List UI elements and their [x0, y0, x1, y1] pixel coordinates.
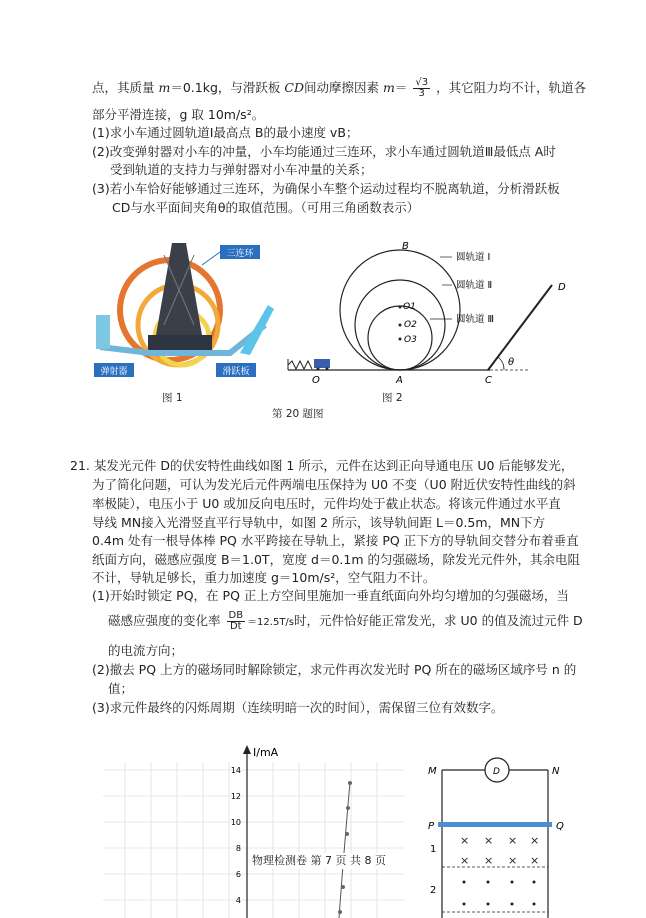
tick-8: 8 — [235, 844, 241, 853]
tick-6: 6 — [235, 870, 241, 879]
q21-iv-graph — [95, 742, 415, 918]
element-D-label: D — [493, 767, 500, 777]
tick-14: 14 — [230, 766, 241, 775]
svg-text:×: × — [460, 834, 470, 847]
point-A-label: A — [396, 375, 403, 386]
point-O-label: O — [312, 375, 320, 386]
q20-part-3a: (3)若小车恰好能够通过三连环，为确保小车整个运动过程均不脱离轨道，分析滑跃板 — [92, 181, 560, 196]
q20-part-1: (1)求小车通过圆轨道Ⅰ最高点 B的最小速度 vB； — [92, 125, 359, 140]
track-1-label: 圆轨道 Ⅰ — [456, 252, 491, 263]
q21-line-7: 不计，导轨足够长，重力加速度 g＝10m/s²，空气阻力不计。 — [92, 570, 436, 585]
q21-part-1b: 磁感应强度的变化率 $\frac{DB}{Dt}$ ＝12.5T/s时，元件恰好能正常发光，求 U0 的值及流过元件 D — [108, 610, 583, 632]
q21-part-2b: 值； — [108, 681, 134, 696]
center-O2-label: O2 — [404, 320, 417, 330]
rod-P-label: P — [428, 821, 435, 832]
q21-part-1a: (1)开始时锁定 PQ，在 PQ 正上方空间里施加一垂直纸面向外均匀增加的匀强磁场，当 — [92, 588, 569, 603]
region-1-label: 1 — [430, 844, 437, 855]
q21-line-3: 率极陡），电压小于 U0 或加反向电压时，元件均处于截止状态。将该元件通过水平直 — [92, 496, 561, 511]
point-D-label: D — [558, 282, 566, 293]
tick-4: 4 — [235, 896, 241, 905]
figure-title: 第 20 题图 — [272, 408, 324, 420]
q21-part-2a: (2)撤去 PQ 上方的磁场同时解除锁定，求元件再次发光时 PQ 所在的磁场区域序号 n 的 — [92, 662, 577, 677]
svg-text:×: × — [508, 834, 518, 847]
svg-text:×: × — [484, 834, 494, 847]
page-footer: 物理检测卷 第 7 页 共 8 页 — [252, 854, 386, 867]
label-ramp: 滑跃板 — [222, 367, 250, 377]
figure-1-caption: 图 1 — [162, 392, 183, 404]
q21-line-2: 为了简化问题，可认为发光后元件两端电压保持为 U0 不变（U0 附近伏安特性曲线的斜 — [92, 477, 576, 492]
point-B-label: B — [402, 241, 409, 252]
svg-text:×: × — [484, 854, 494, 867]
rail-N-label: N — [552, 766, 560, 777]
q21-line-4: 导线 MN接入光滑竖直平行导轨中，如图 2 所示，该导轨间距 L＝0.5m，MN下方 — [92, 515, 546, 530]
mu-fraction: $\frac{√3}{3}$ — [415, 77, 429, 99]
tick-10: 10 — [230, 818, 241, 827]
q21-line-5: 0.4m 处有一根导体棒 PQ 水平跨接在导轨上，紧接 PQ 正下方的导轨间交替分布着垂直 — [92, 533, 579, 548]
angle-theta-label: θ — [508, 357, 515, 368]
q20-part-2b: 受到轨道的支持力与弹射器对小车冲量的关系； — [110, 162, 373, 177]
q20-part-3b: CD与水平面间夹角θ的取值范围。（可用三角函数表示） — [112, 200, 420, 215]
rail-M-label: M — [428, 766, 437, 777]
track-3-label: 圆轨道 Ⅲ — [456, 314, 495, 325]
point-C-label: C — [485, 375, 492, 386]
q21-part-3: (3)求元件最终的闪烁周期（连续明暗一次的时间），需保留三位有效数字。 — [92, 700, 504, 715]
q20-part-2a: (2)改变弹射器对小车的冲量，小车均能通过三连环，求小车通过圆轨道Ⅲ最低点 A时 — [92, 144, 556, 159]
q20-line-2: 部分平滑连接，g 取 10m/s²。 — [92, 107, 265, 122]
q21-line-6: 纸面方向，磁感应强度 B＝1.0T，宽度 d＝0.1m 的匀强磁场，除发光元件外，其余电阻 — [92, 552, 581, 567]
q21-part-1c: 的电流方向； — [108, 643, 184, 658]
center-O3-label: O3 — [404, 335, 417, 345]
rod-Q-label: Q — [556, 821, 564, 832]
svg-text:×: × — [530, 854, 540, 867]
tick-12: 12 — [230, 792, 241, 801]
svg-text:×: × — [530, 834, 540, 847]
q21-line-1: 21. 某发光元件 D的伏安特性曲线如图 1 所示，元件在达到正向导通电压 U0 后能够发光， — [70, 458, 574, 473]
figure-1-toy-track — [90, 235, 280, 380]
rate-fraction: $\frac{DB}{Dt}$ — [228, 610, 244, 632]
figure-2-track-diagram — [280, 235, 580, 395]
label-three-loop: 三连环 — [226, 249, 254, 259]
q21-rail-diagram — [420, 752, 590, 918]
graph-y-axis-label: I/mA — [253, 746, 279, 759]
label-launcher: 弹射器 — [100, 367, 128, 377]
region-2-label: 2 — [430, 885, 437, 896]
svg-text:×: × — [460, 854, 470, 867]
svg-text:×: × — [508, 854, 518, 867]
q20-line-1: 点，其质量 m＝0.1kg，与滑跃板 CD间动摩擦因素 m＝ $\frac{√3}{3}$ ，其它阻力均不计，轨道各 — [92, 77, 587, 99]
center-O1-label: O1 — [403, 302, 416, 312]
figure-2-caption: 图 2 — [382, 392, 403, 404]
track-2-label: 圆轨道 Ⅱ — [456, 280, 493, 291]
